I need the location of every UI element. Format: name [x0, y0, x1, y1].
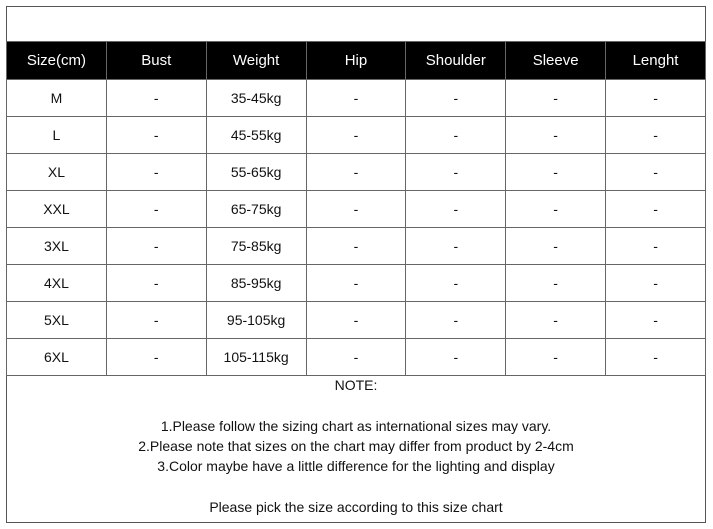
- cell-size: 3XL: [7, 228, 107, 265]
- cell-hip: -: [306, 339, 406, 376]
- cell-size: 5XL: [7, 302, 107, 339]
- cell-bust: -: [106, 80, 206, 117]
- cell-shoulder: -: [406, 228, 506, 265]
- cell-weight: 105-115kg: [206, 339, 306, 376]
- cell-shoulder: -: [406, 191, 506, 228]
- table-row: [7, 191, 706, 228]
- cell-bust: -: [106, 265, 206, 302]
- cell-weight: 65-75kg: [206, 191, 306, 228]
- cell-bust: -: [106, 117, 206, 154]
- cell-weight: 55-65kg: [206, 154, 306, 191]
- header-length: Lenght: [606, 42, 706, 80]
- cell-shoulder: -: [406, 265, 506, 302]
- cell-sleeve: -: [506, 117, 606, 154]
- cell-length: -: [606, 339, 706, 376]
- header-bust: Bust: [106, 42, 206, 80]
- cell-size: XL: [7, 154, 107, 191]
- cell-shoulder: -: [406, 80, 506, 117]
- cell-hip: -: [306, 228, 406, 265]
- cell-length: -: [606, 80, 706, 117]
- cell-size: M: [7, 80, 107, 117]
- cell-weight: 75-85kg: [206, 228, 306, 265]
- cell-length: -: [606, 154, 706, 191]
- cell-bust: -: [106, 191, 206, 228]
- table-row: [7, 265, 706, 302]
- cell-sleeve: -: [506, 339, 606, 376]
- header-sleeve: Sleeve: [506, 42, 606, 80]
- cell-length: -: [606, 117, 706, 154]
- header-hip: Hip: [306, 42, 406, 80]
- note-footer: Please pick the size according to this size chart: [209, 499, 503, 515]
- note-line: 2.Please note that sizes on the chart may differ from product by 2-4cm: [138, 438, 574, 454]
- cell-length: -: [606, 228, 706, 265]
- cell-length: -: [606, 302, 706, 339]
- table-row: [7, 154, 706, 191]
- cell-sleeve: -: [506, 302, 606, 339]
- cell-hip: -: [306, 265, 406, 302]
- cell-weight: 85-95kg: [206, 265, 306, 302]
- table-row: [7, 228, 706, 265]
- cell-size: XXL: [7, 191, 107, 228]
- cell-hip: -: [306, 80, 406, 117]
- cell-bust: -: [106, 339, 206, 376]
- cell-bust: -: [106, 154, 206, 191]
- cell-sleeve: -: [506, 265, 606, 302]
- cell-size: 4XL: [7, 265, 107, 302]
- table-row: [7, 302, 706, 339]
- cell-sleeve: -: [506, 191, 606, 228]
- cell-sleeve: -: [506, 154, 606, 191]
- cell-size: 6XL: [7, 339, 107, 376]
- cell-size: L: [7, 117, 107, 154]
- header-weight: Weight: [206, 42, 306, 80]
- notes-section: [6, 375, 706, 517]
- table-row: [7, 117, 706, 154]
- cell-sleeve: -: [506, 80, 606, 117]
- note-lines: [6, 416, 706, 476]
- header-size: Size(cm): [7, 42, 107, 80]
- cell-shoulder: -: [406, 339, 506, 376]
- note-line: 3.Color maybe have a little difference for the lighting and display: [157, 458, 555, 474]
- cell-length: -: [606, 265, 706, 302]
- size-chart-table: [6, 41, 706, 376]
- cell-bust: -: [106, 228, 206, 265]
- cell-weight: 95-105kg: [206, 302, 306, 339]
- cell-hip: -: [306, 302, 406, 339]
- cell-bust: -: [106, 302, 206, 339]
- table-row: [7, 339, 706, 376]
- header-row: [7, 42, 706, 80]
- note-line: 1.Please follow the sizing chart as international sizes may vary.: [160, 418, 552, 434]
- cell-sleeve: -: [506, 228, 606, 265]
- cell-weight: 45-55kg: [206, 117, 306, 154]
- cell-shoulder: -: [406, 302, 506, 339]
- cell-length: -: [606, 191, 706, 228]
- header-shoulder: Shoulder: [406, 42, 506, 80]
- cell-hip: -: [306, 191, 406, 228]
- cell-hip: -: [306, 117, 406, 154]
- cell-shoulder: -: [406, 154, 506, 191]
- cell-shoulder: -: [406, 117, 506, 154]
- table-row: [7, 80, 706, 117]
- note-title: NOTE:: [334, 377, 378, 393]
- cell-weight: 35-45kg: [206, 80, 306, 117]
- cell-hip: -: [306, 154, 406, 191]
